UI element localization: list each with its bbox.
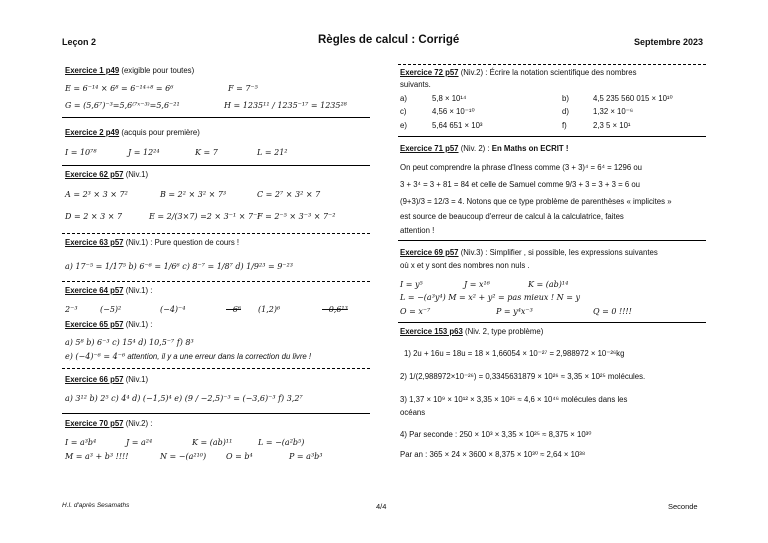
ex1-line2b: H = 1235¹¹ / 1235⁻¹⁷ = 1235²⁸ bbox=[224, 101, 347, 110]
ex70-item: K = (ab)¹¹ bbox=[192, 438, 233, 447]
ex2-item: K = 7 bbox=[195, 148, 218, 157]
separator bbox=[398, 322, 706, 323]
ex64-title: Exercice 64 p57 bbox=[65, 286, 124, 295]
ex72-label: e) bbox=[400, 121, 407, 130]
separator bbox=[62, 117, 370, 118]
ex72-value: 5,8 × 10¹⁴ bbox=[432, 94, 467, 103]
ex65-note-text: attention, il y a une erreur dans la correction du livre ! bbox=[127, 352, 312, 361]
ex1-title: Exercice 1 p49 bbox=[65, 66, 120, 75]
ex70-item: L = −(a²b⁵) bbox=[258, 438, 305, 447]
ex63-title: Exercice 63 p57 bbox=[65, 238, 124, 247]
ex69-item: K = (ab)¹⁴ bbox=[528, 280, 569, 289]
ex71-subtitle-bold: En Maths on ECRIT ! bbox=[491, 144, 569, 153]
ex1-heading bbox=[65, 66, 194, 75]
ex65-answers: a) 5⁸ b) 6⁻³ c) 15⁴ d) 10,5⁻⁷ f) 8³ bbox=[65, 338, 194, 347]
ex72-label: d) bbox=[562, 107, 569, 116]
ex69-item: P = y⁴x⁻³ bbox=[496, 307, 533, 316]
separator bbox=[62, 281, 370, 282]
separator bbox=[398, 136, 706, 137]
ex72-value: 4,5 235 560 015 × 10¹⁰ bbox=[593, 94, 673, 103]
ex64-item: (−4)⁻⁴ bbox=[160, 305, 186, 314]
ex69-subtitle: (Niv.3) : Simplifier , si possible, les expressions suivantes bbox=[460, 248, 658, 257]
ex71-text-line: attention ! bbox=[400, 226, 435, 235]
ex65-heading bbox=[65, 320, 152, 329]
separator bbox=[62, 165, 370, 166]
ex153-answer-1: 1) 2u + 16u = 18u = 18 × 1,66054 × 10⁻²⁷ = 2,988972 × 10⁻²⁶kg bbox=[404, 349, 625, 358]
page-number: 4/4 bbox=[376, 502, 387, 511]
ex153-answer-4: 4) Par seconde : 250 × 10³ × 3,35 × 10²⁵ ≈ 8,375 × 10³⁰ bbox=[400, 430, 592, 439]
ex72-label: c) bbox=[400, 107, 407, 116]
ex69-heading bbox=[400, 248, 658, 257]
ex64-item: (−5)² bbox=[100, 305, 122, 314]
ex72-label: f) bbox=[562, 121, 567, 130]
ex71-title: Exercice 71 p57 bbox=[400, 144, 459, 153]
ex72-subtitle-cont: suivants. bbox=[400, 80, 431, 89]
separator bbox=[398, 64, 706, 65]
ex69-item: O = x⁻⁷ bbox=[400, 307, 431, 316]
ex2-item: I = 10⁷⁸ bbox=[65, 148, 97, 157]
ex2-heading bbox=[65, 128, 200, 137]
ex70-heading bbox=[65, 419, 152, 428]
ex72-subtitle: (Niv.2) : Écrire la notation scientifique des nombres bbox=[460, 68, 637, 77]
ex66-answers: a) 3¹² b) 2⁵ c) 4⁴ d) (−1,5)⁴ e) (9 / −2,5)⁻³ = (−3,6)⁻³ f) 3,2⁷ bbox=[65, 394, 303, 403]
ex1-line2a: G = (5,6⁷)⁻³=5,6⁽⁷ˣ⁻³⁾=5,6⁻²¹ bbox=[65, 101, 180, 110]
ex71-heading bbox=[400, 144, 568, 153]
ex65-note bbox=[65, 352, 311, 361]
ex69-title: Exercice 69 p57 bbox=[400, 248, 459, 257]
ex70-subtitle: (Niv.2) : bbox=[125, 419, 153, 428]
lesson-label: Leçon 2 bbox=[62, 37, 97, 47]
ex66-subtitle: (Niv.1) bbox=[125, 375, 149, 384]
ex153-answer-3-cont: océans bbox=[400, 408, 426, 417]
ex65-note-formula: e) (−4)⁻⁶ = 4⁻⁶ bbox=[65, 352, 126, 361]
ex70-item: N = −(a²¹⁰) bbox=[160, 452, 207, 461]
ex66-heading bbox=[65, 375, 148, 384]
date-label: Septembre 2023 bbox=[634, 37, 704, 47]
ex72-title: Exercice 72 p57 bbox=[400, 68, 459, 77]
ex1-line1a: E = 6⁻¹⁴ × 6⁸ = 6⁻¹⁴⁺⁸ = 6⁶ bbox=[65, 84, 174, 93]
ex71-text-line: (9+3)/3 = 12/3 = 4. Notons que ce type problème de parenthèses « implicites » bbox=[400, 197, 672, 206]
ex72-label: a) bbox=[400, 94, 407, 103]
ex64-item: (1,2)⁶ bbox=[258, 305, 281, 314]
ex62-item: B = 2² × 3² × 7³ bbox=[160, 190, 227, 199]
ex153-answer-2: 2) 1/(2,988972×10⁻²⁶) = 0,3345631879 × 10²⁶ ≈ 3,35 × 10²⁵ molécules. bbox=[400, 372, 646, 381]
ex64-item: 2⁻³ bbox=[65, 305, 78, 314]
ex70-item: M = a³ + b³ !!!! bbox=[65, 452, 129, 461]
page-title: Règles de calcul : Corrigé bbox=[318, 34, 460, 46]
ex70-title: Exercice 70 p57 bbox=[65, 419, 124, 428]
ex69-item: J = x¹⁶ bbox=[464, 280, 490, 289]
ex69-item: I = y⁵ bbox=[400, 280, 423, 289]
ex2-item: J = 12²⁴ bbox=[128, 148, 160, 157]
ex72-value: 1,32 × 10⁻⁶ bbox=[593, 107, 634, 116]
ex2-item: L = 21² bbox=[257, 148, 288, 157]
ex62-subtitle: (Niv.1) bbox=[125, 170, 149, 179]
ex153-answer-5: Par an : 365 × 24 × 3600 × 8,375 × 10³⁰ ≈ 2,64 × 10³⁸ bbox=[400, 450, 586, 459]
separator bbox=[62, 413, 370, 414]
ex63-heading bbox=[65, 238, 239, 247]
ex71-text-line: 3 + 3⁴ = 3 + 81 = 84 et celle de Samuel comme 9/3 + 3 = 3 + 3 = 6 ou bbox=[400, 180, 641, 189]
footer-credit: H.I. d'après Sesamaths bbox=[62, 502, 130, 509]
ex153-title: Exercice 153 p63 bbox=[400, 327, 463, 336]
class-label: Seconde bbox=[668, 502, 698, 511]
ex71-subtitle: (Niv. 2) : bbox=[460, 144, 492, 153]
ex1-line1b: F = 7⁻⁵ bbox=[228, 84, 258, 93]
ex70-item: I = a³b⁴ bbox=[65, 438, 97, 447]
ex69-item: Q = 0 !!!! bbox=[593, 307, 632, 316]
ex69-row2: L = −(a³y⁴) M = x² + y² = pas mieux ! N = y bbox=[400, 293, 580, 302]
ex70-item: J = a²⁴ bbox=[126, 438, 153, 447]
ex71-text-line: On peut comprendre la phrase d'Iness comme (3 + 3)⁴ = 6⁴ = 1296 ou bbox=[400, 163, 643, 172]
ex70-item: O = b⁴ bbox=[226, 452, 253, 461]
separator bbox=[62, 368, 370, 369]
ex62-item: F = 2⁻⁵ × 3⁻³ × 7⁻² bbox=[257, 212, 336, 221]
ex62-title: Exercice 62 p57 bbox=[65, 170, 124, 179]
ex72-value: 2,3 5 × 10¹ bbox=[593, 121, 631, 130]
ex64-item-struck: −0,6¹³ bbox=[322, 305, 348, 314]
separator bbox=[62, 233, 370, 234]
ex153-answer-3: 3) 1,37 × 10⁹ × 10¹² × 3,35 × 10²⁵ ≈ 4,6 × 10⁴⁶ molécules dans les bbox=[400, 395, 628, 404]
ex72-label: b) bbox=[562, 94, 569, 103]
ex63-answers: a) 17⁻⁵ = 1/17⁵ b) 6⁻⁶ = 1/6⁶ c) 8⁻⁷ = 1/8⁷ d) 1/9²³ = 9⁻²³ bbox=[65, 262, 293, 271]
ex62-item: C = 2⁷ × 3² × 7 bbox=[257, 190, 321, 199]
separator bbox=[398, 240, 706, 241]
ex72-value: 4,56 × 10⁻¹⁰ bbox=[432, 107, 475, 116]
ex66-title: Exercice 66 p57 bbox=[65, 375, 124, 384]
ex2-title: Exercice 2 p49 bbox=[65, 128, 120, 137]
ex72-heading bbox=[400, 68, 637, 77]
ex64-heading bbox=[65, 286, 152, 295]
ex2-subtitle: (acquis pour première) bbox=[121, 128, 200, 137]
ex62-item: A = 2³ × 3 × 7² bbox=[65, 190, 128, 199]
ex1-subtitle: (exigible pour toutes) bbox=[121, 66, 195, 75]
ex69-subtitle-cont: où x et y sont des nombres non nuls . bbox=[400, 261, 530, 270]
ex70-item: P = a³b³ bbox=[289, 452, 323, 461]
ex62-item: E = 2/(3×7) =2 × 3⁻¹ × 7⁻¹ bbox=[149, 212, 261, 221]
ex62-heading bbox=[65, 170, 148, 179]
ex153-heading bbox=[400, 327, 543, 336]
ex153-subtitle: (Niv. 2, type problème) bbox=[465, 327, 544, 336]
ex65-title: Exercice 65 p57 bbox=[65, 320, 124, 329]
ex62-item: D = 2 × 3 × 7 bbox=[65, 212, 123, 221]
ex72-value: 5,64 651 × 10³ bbox=[432, 121, 483, 130]
ex71-text-line: est source de beaucoup d'erreur de calcul à la calculatrice, faites bbox=[400, 212, 624, 221]
ex63-subtitle: (Niv.1) : Pure question de cours ! bbox=[125, 238, 240, 247]
ex64-item-struck: −6⁶ bbox=[226, 305, 241, 314]
ex64-subtitle: (Niv.1) : bbox=[125, 286, 153, 295]
ex65-subtitle: (Niv.1) : bbox=[125, 320, 153, 329]
